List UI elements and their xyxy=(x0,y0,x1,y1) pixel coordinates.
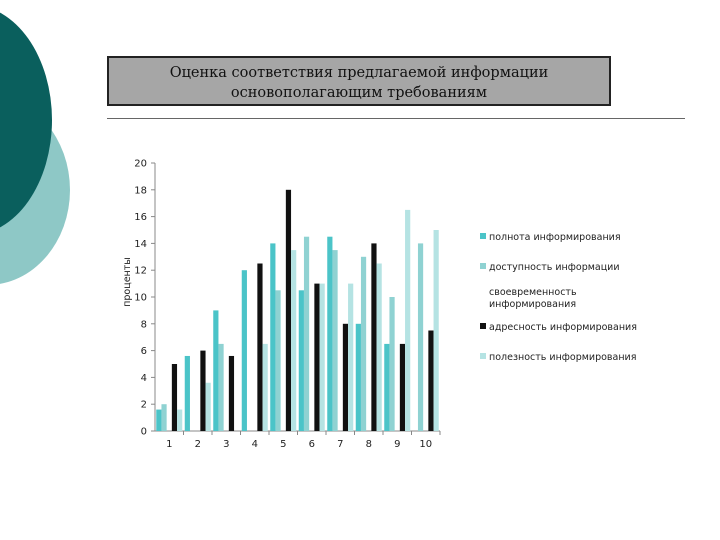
legend-swatch xyxy=(480,353,486,359)
y-tick-label: 10 xyxy=(134,292,147,304)
bar xyxy=(161,404,166,431)
y-tick-label: 0 xyxy=(140,426,147,438)
x-tick-label: 4 xyxy=(251,439,258,450)
bar xyxy=(177,410,182,431)
bar xyxy=(213,310,218,431)
bar xyxy=(389,297,394,431)
bar xyxy=(400,344,405,431)
bar xyxy=(172,364,177,431)
x-tick-label: 9 xyxy=(394,439,401,450)
legend-swatch xyxy=(480,233,486,239)
bar xyxy=(348,284,353,431)
chart-title-line-2: основополагающим требованиям xyxy=(230,85,488,101)
bar xyxy=(218,344,223,431)
y-tick-label: 16 xyxy=(134,212,147,224)
x-tick-label: 2 xyxy=(194,439,201,450)
bar xyxy=(291,250,296,431)
bar xyxy=(343,324,348,431)
y-tick-label: 20 xyxy=(134,158,147,170)
bar xyxy=(434,230,439,431)
y-tick-label: 12 xyxy=(134,265,147,277)
bar xyxy=(299,290,304,431)
y-tick-label: 8 xyxy=(140,319,147,331)
bar xyxy=(320,284,325,431)
bar xyxy=(200,351,205,431)
bar xyxy=(242,270,247,431)
y-tick-label: 14 xyxy=(134,238,147,250)
legend-label: адресность информирования xyxy=(489,322,637,333)
x-tick-label: 8 xyxy=(365,439,372,450)
x-tick-label: 1 xyxy=(166,439,173,450)
bar xyxy=(418,243,423,431)
x-tick-label: 10 xyxy=(419,439,433,450)
x-tick-label: 7 xyxy=(337,439,344,450)
chart-title-line-1: Оценка соответствия предлагаемой информации xyxy=(169,65,549,81)
bar xyxy=(275,290,280,431)
legend-label: своевременность xyxy=(489,287,577,298)
y-axis-label: проценты xyxy=(122,257,133,307)
bar xyxy=(206,383,211,431)
legend-swatch xyxy=(480,263,486,269)
x-tick-label: 3 xyxy=(223,439,230,450)
y-tick-label: 2 xyxy=(140,399,147,411)
legend-label: информирования xyxy=(489,299,577,310)
bar xyxy=(428,331,433,432)
bar xyxy=(356,324,361,431)
bar xyxy=(185,356,190,431)
bar xyxy=(156,410,161,431)
bar xyxy=(286,190,291,431)
bar xyxy=(304,237,309,431)
bar xyxy=(405,210,410,431)
bar xyxy=(257,264,262,432)
legend-swatch xyxy=(480,323,486,329)
bar xyxy=(332,250,337,431)
bar xyxy=(384,344,389,431)
x-tick-label: 5 xyxy=(280,439,287,450)
legend-label: полезность информирования xyxy=(489,352,637,363)
bar xyxy=(371,243,376,431)
bar xyxy=(270,243,275,431)
bar xyxy=(314,284,319,431)
y-tick-label: 6 xyxy=(140,346,147,358)
bar xyxy=(263,344,268,431)
legend-label: полнота информирования xyxy=(489,232,621,243)
legend-label: доступность информации xyxy=(489,262,620,273)
bar xyxy=(327,237,332,431)
bar xyxy=(361,257,366,431)
y-tick-label: 4 xyxy=(140,372,147,384)
bar xyxy=(377,264,382,432)
x-tick-label: 6 xyxy=(308,439,315,450)
bar xyxy=(229,356,234,431)
y-tick-label: 18 xyxy=(134,185,147,197)
